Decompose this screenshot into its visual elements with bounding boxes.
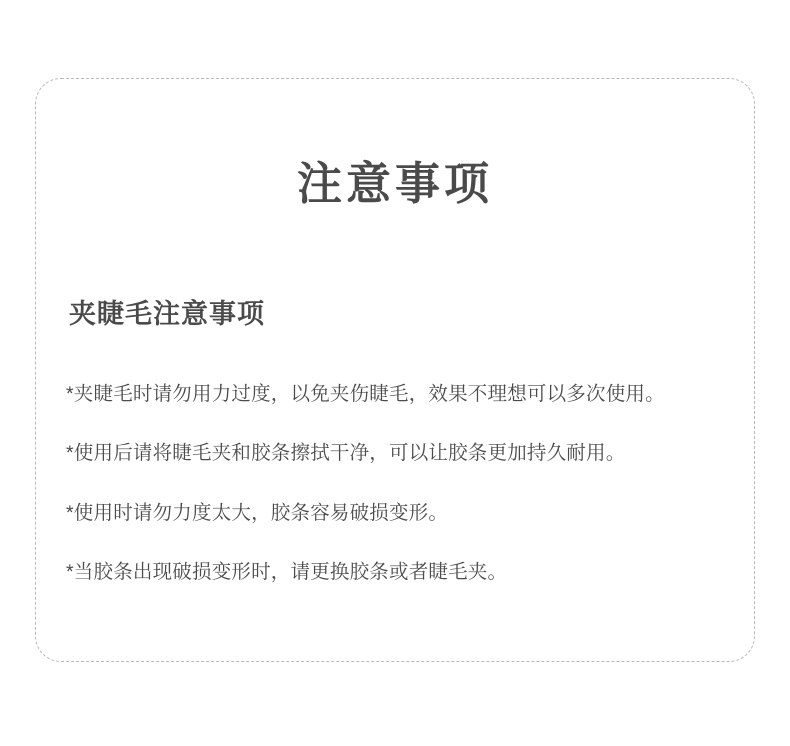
notice-line: *使用后请将睫毛夹和胶条擦拭干净，可以让胶条更加持久耐用。 bbox=[66, 442, 626, 464]
notice-line: *使用时请勿力度太大，胶条容易破损变形。 bbox=[66, 501, 449, 524]
section-heading: 夹睫毛注意事项 bbox=[69, 299, 265, 329]
notice-card bbox=[35, 78, 755, 662]
notice-line: *夹睫毛时请勿用力过度，以免夹伤睫毛，效果不理想可以多次使用。 bbox=[66, 382, 665, 405]
notice-body bbox=[66, 354, 726, 612]
page-title: 注意事项 bbox=[296, 158, 493, 209]
notice-line: *当胶条出现破损变形时，请更换胶条或者睫毛夹。 bbox=[66, 561, 508, 583]
